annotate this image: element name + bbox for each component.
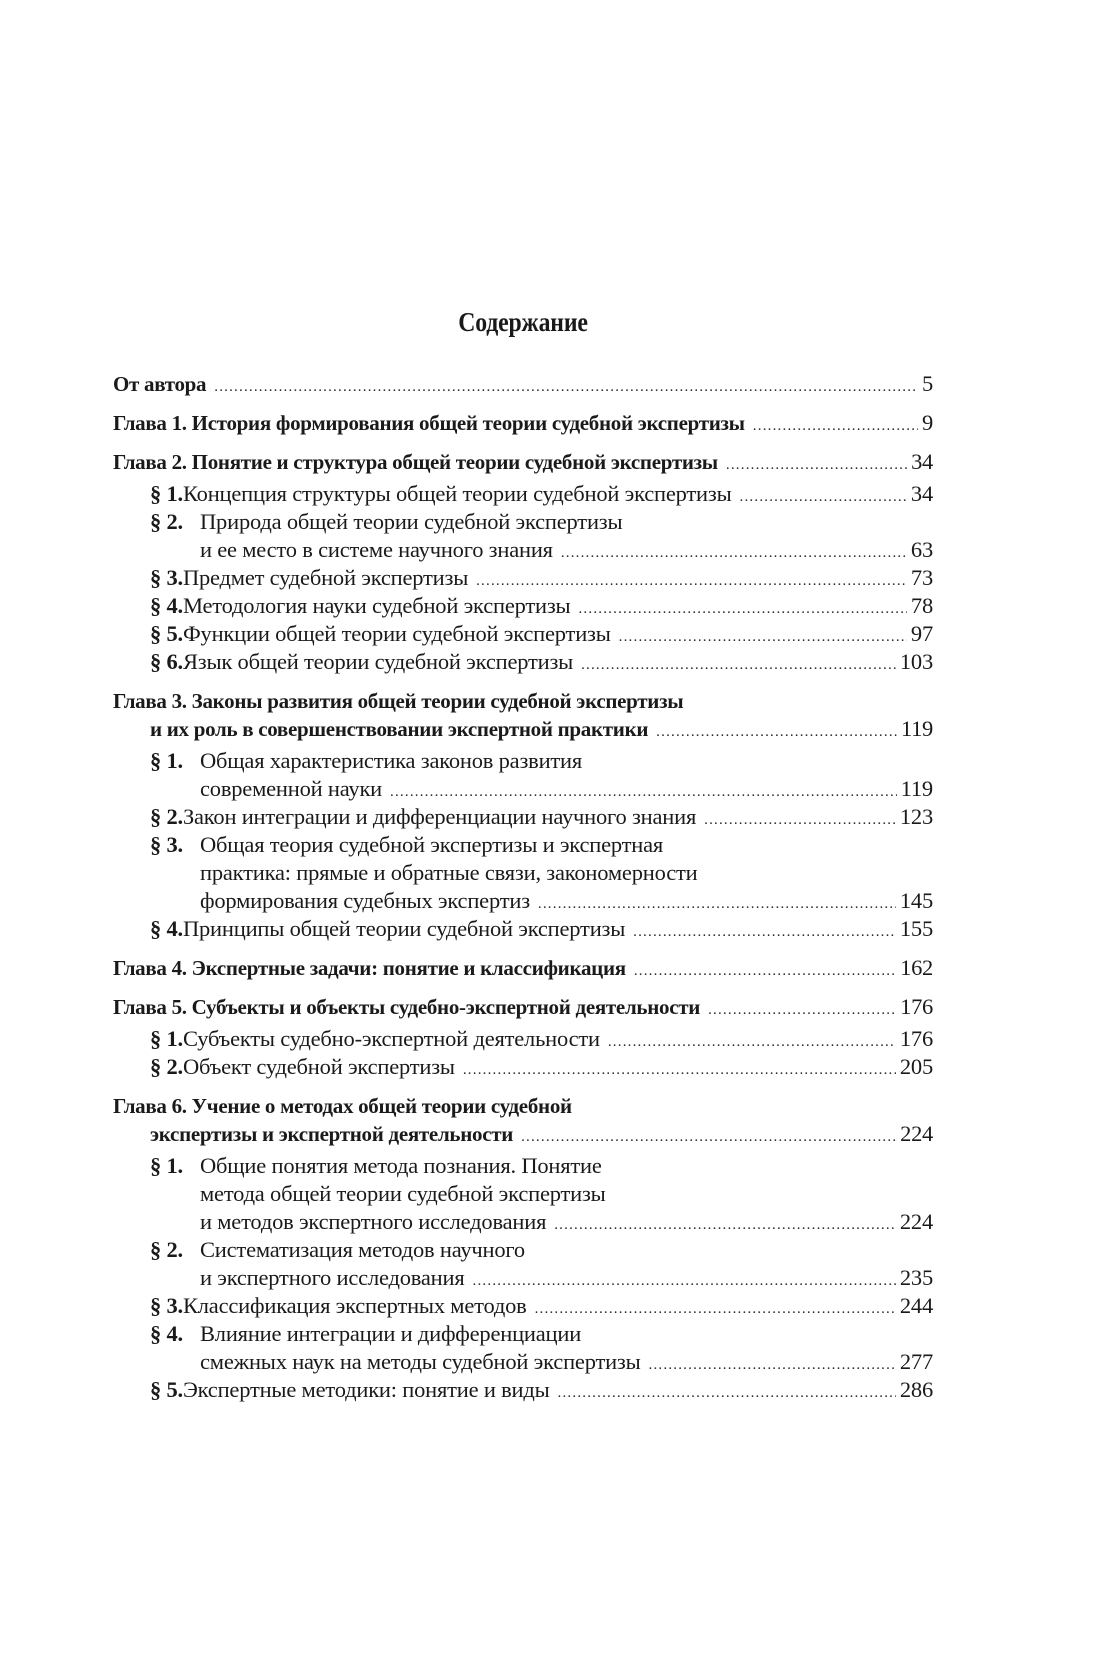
toc-entry-title: практика: прямые и обратные связи, закономерности (200, 860, 698, 885)
toc-entry-line (113, 831, 933, 859)
page-number: 176 (900, 994, 933, 1019)
toc-entry-line (113, 1180, 933, 1208)
toc-chapter-entry[interactable] (113, 954, 933, 982)
toc-entry-line (113, 370, 933, 398)
toc-entry-title: Экспертные методики: понятие и виды (182, 1377, 550, 1402)
page-title: Содержание (458, 307, 588, 337)
section-number: § 1. (150, 748, 183, 773)
toc-entry-title: Законы развития общей теории судебной экспертизы (191, 689, 684, 713)
table-of-contents (113, 370, 933, 1404)
page-number: 145 (899, 888, 933, 913)
page-number: 34 (911, 449, 933, 474)
toc-entry-title: Субъекты и объекты судебно-экспертной деятельности (191, 995, 701, 1019)
section-number: § 3. (150, 832, 183, 857)
dot-leader (704, 806, 896, 834)
toc-entry-title: формирования судебных экспертиз (200, 888, 530, 913)
section-number: § 3. (150, 1293, 183, 1318)
toc-entry-title: Экспертные задачи: понятие и классификация (191, 956, 626, 980)
toc-section-entry[interactable] (113, 1376, 933, 1404)
dot-leader (619, 623, 907, 651)
toc-entry-title: Методология науки судебной экспертизы (182, 593, 571, 618)
toc-entry-line (113, 564, 933, 592)
dot-leader (633, 918, 896, 946)
toc-section-entry[interactable] (113, 831, 933, 915)
page-number: 224 (900, 1121, 933, 1146)
toc-entry-line (113, 1348, 933, 1376)
toc-entry-title: метода общей теории судебной экспертизы (200, 1181, 606, 1206)
toc-entry-line (113, 687, 933, 715)
page-number: 78 (910, 593, 933, 618)
toc-entry-line (113, 648, 933, 676)
toc-section-entry[interactable] (113, 1292, 933, 1320)
dot-leader (740, 483, 907, 511)
page-number: 176 (899, 1026, 933, 1051)
page-number: 97 (910, 621, 933, 646)
toc-entry-line (113, 915, 933, 943)
toc-entry-line (113, 620, 933, 648)
toc-entry-line (113, 1208, 933, 1236)
chapter-number: Глава 3. (113, 689, 187, 713)
page-number: 162 (900, 955, 933, 980)
toc-entry-line (113, 859, 933, 887)
toc-entry-line (113, 747, 933, 775)
toc-entry-line (113, 409, 933, 437)
toc-section-entry[interactable] (113, 747, 933, 803)
dot-leader (476, 567, 907, 595)
toc-entry-line (113, 1292, 933, 1320)
toc-entry-line (113, 803, 933, 831)
toc-entry-line (113, 1320, 933, 1348)
section-number: § 1. (150, 1153, 183, 1178)
toc-section-entry[interactable] (113, 620, 933, 648)
page-number: 119 (900, 716, 933, 741)
toc-entry-title: Понятие и структура общей теории судебной экспертизы (191, 450, 718, 474)
dot-leader (753, 412, 918, 440)
toc-entry-line (113, 1376, 933, 1404)
toc-entry-line (113, 1053, 933, 1081)
dot-leader (608, 1028, 896, 1056)
toc-entry-title: Влияние интеграции и дифференциации (200, 1321, 582, 1346)
dot-leader (558, 1379, 896, 1407)
toc-entry-title: Предмет судебной экспертизы (182, 565, 469, 590)
dot-leader (708, 996, 896, 1024)
toc-entry-title: История формирования общей теории судебной экспертизы (191, 411, 745, 435)
toc-entry-title: смежных наук на методы судебной экспертизы (200, 1349, 641, 1374)
toc-chapter-entry[interactable] (113, 409, 933, 437)
toc-entry-line (113, 954, 933, 982)
chapter-number: Глава 5. (113, 995, 187, 1019)
section-number: § 4. (150, 916, 183, 941)
toc-entry-line (113, 480, 933, 508)
toc-entry-title: От автора (113, 372, 207, 396)
dot-leader (649, 1351, 896, 1379)
toc-entry-line (113, 536, 933, 564)
toc-page (113, 300, 933, 1404)
page-number: 123 (899, 804, 933, 829)
toc-entry-line (113, 508, 933, 536)
dot-leader (581, 651, 896, 679)
toc-entry-title: и их роль в совершенствовании экспертной практики (150, 717, 649, 741)
toc-entry-title: Закон интеграции и дифференциации научного знания (182, 804, 697, 829)
page-number: 277 (899, 1349, 933, 1374)
dot-leader (726, 451, 907, 479)
chapter-number: Глава 4. (113, 956, 187, 980)
toc-entry-title: Язык общей теории судебной экспертизы (182, 649, 574, 674)
page-number: 5 (922, 371, 933, 396)
dot-leader (214, 373, 918, 401)
toc-entry-title: Систематизация методов научного (200, 1237, 525, 1262)
section-number: § 1. (150, 1026, 183, 1051)
page-number: 63 (910, 537, 933, 562)
toc-entry-title: Концепция структуры общей теории судебной экспертизы (182, 481, 732, 506)
toc-chapter-entry[interactable] (113, 993, 933, 1021)
toc-entry-line (113, 887, 933, 915)
toc-entry-line (113, 1236, 933, 1264)
toc-chapter-entry[interactable] (113, 1092, 933, 1148)
toc-section-entry[interactable] (113, 1152, 933, 1236)
page-number: 119 (900, 776, 933, 801)
toc-entry-title: Субъекты судебно-экспертной деятельности (182, 1026, 600, 1051)
toc-section-entry[interactable] (113, 592, 933, 620)
page-number: 103 (899, 649, 933, 674)
section-number: § 6. (150, 649, 183, 674)
page-number: 34 (910, 481, 933, 506)
section-number: § 5. (150, 621, 183, 646)
toc-entry-title: Общая характеристика законов развития (200, 748, 583, 773)
chapter-number: Глава 1. (113, 411, 187, 435)
toc-section-entry[interactable] (113, 480, 933, 508)
toc-entry-title: Классификация экспертных методов (182, 1293, 527, 1318)
toc-chapter-entry[interactable] (113, 448, 933, 476)
section-number: § 1. (150, 481, 183, 506)
chapter-number: Глава 6. (113, 1094, 187, 1118)
dot-leader (578, 595, 906, 623)
toc-section-entry[interactable] (113, 1236, 933, 1292)
toc-entry-line (113, 775, 933, 803)
toc-entry-line (113, 1092, 933, 1120)
toc-section-entry[interactable] (113, 915, 933, 943)
toc-entry-line (113, 1152, 933, 1180)
page-number: 286 (899, 1377, 933, 1402)
section-number: § 4. (150, 593, 183, 618)
toc-entry-title: современной науки (200, 776, 383, 801)
toc-entry-title: и методов экспертного исследования (200, 1209, 547, 1234)
chapter-number: Глава 2. (113, 450, 187, 474)
page-number: 235 (899, 1265, 933, 1290)
dot-leader (656, 718, 897, 746)
page-number: 73 (910, 565, 933, 590)
toc-entry-title: Объект судебной экспертизы (182, 1054, 455, 1079)
toc-section-entry[interactable] (113, 508, 933, 564)
page-number: 205 (899, 1054, 933, 1079)
dot-leader (535, 1295, 896, 1323)
toc-entry-title: Учение о методах общей теории судебной (191, 1094, 572, 1118)
toc-entry-line (113, 993, 933, 1021)
toc-entry-line (113, 1025, 933, 1053)
toc-entry-title: Функции общей теории судебной экспертизы (182, 621, 611, 646)
section-number: § 2. (150, 509, 183, 534)
toc-section-entry[interactable] (113, 648, 933, 676)
dot-leader (554, 1211, 896, 1239)
toc-section-entry[interactable] (113, 1025, 933, 1053)
toc-entry-line (113, 1264, 933, 1292)
toc-section-entry[interactable] (113, 803, 933, 831)
toc-entry-line (113, 448, 933, 476)
toc-entry-title: экспертизы и экспертной деятельности (150, 1122, 514, 1146)
section-number: § 5. (150, 1377, 183, 1402)
dot-leader (538, 890, 896, 918)
toc-entry-line (113, 715, 933, 743)
toc-entry-title: Общие понятия метода познания. Понятие (200, 1153, 602, 1178)
toc-entry-title: Природа общей теории судебной экспертизы (200, 509, 623, 534)
toc-section-entry[interactable] (113, 1053, 933, 1081)
dot-leader (473, 1267, 896, 1295)
dot-leader (390, 778, 897, 806)
section-number: § 2. (150, 804, 183, 829)
page-number: 224 (899, 1209, 933, 1234)
page-number: 244 (899, 1293, 933, 1318)
dot-leader (521, 1123, 896, 1151)
toc-entry-line (113, 592, 933, 620)
toc-chapter-entry[interactable] (113, 687, 933, 743)
section-number: § 2. (150, 1237, 183, 1262)
dot-leader (561, 539, 907, 567)
dot-leader (634, 957, 896, 985)
toc-section-entry[interactable] (113, 564, 933, 592)
toc-entry-title: и экспертного исследования (200, 1265, 465, 1290)
page-number: 155 (899, 916, 933, 941)
dot-leader (463, 1056, 896, 1084)
toc-entry-title: Принципы общей теории судебной экспертизы (182, 916, 626, 941)
toc-chapter-entry[interactable] (113, 370, 933, 398)
toc-entry-title: и ее место в системе научного знания (200, 537, 553, 562)
section-number: § 2. (150, 1054, 183, 1079)
toc-entry-title: Общая теория судебной экспертизы и экспертная (200, 832, 664, 857)
toc-section-entry[interactable] (113, 1320, 933, 1376)
section-number: § 4. (150, 1321, 183, 1346)
toc-entry-line (113, 1120, 933, 1148)
section-number: § 3. (150, 565, 183, 590)
page-number: 9 (922, 410, 933, 435)
